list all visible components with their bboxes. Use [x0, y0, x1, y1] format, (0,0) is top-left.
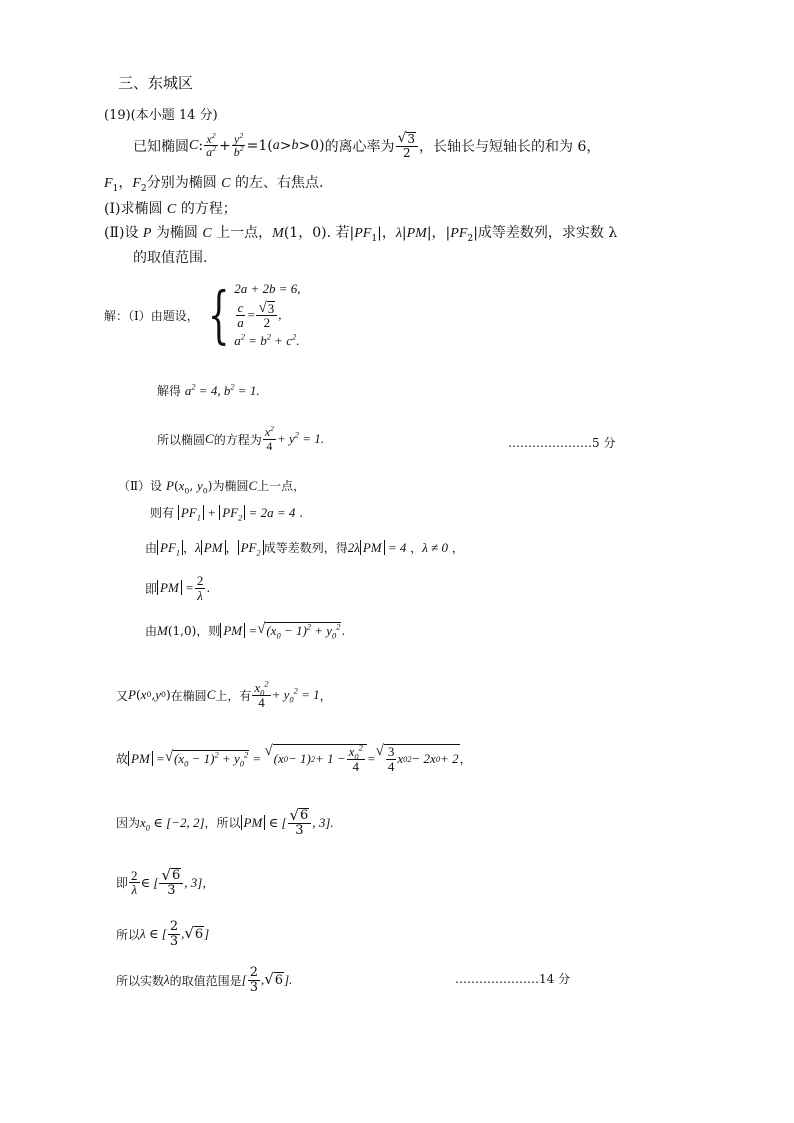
solution-2-pm: 即 PM = $\frac{2}{\lambda}$ .: [145, 573, 211, 603]
part2-text-a: (Ⅱ)设: [104, 225, 143, 241]
s2-gu-text: 故: [116, 752, 129, 767]
part2-text-c: 上一点，: [211, 225, 273, 241]
stem-text-b: 的离心率为: [324, 138, 395, 155]
stem-text-a: 已知椭圆: [133, 138, 189, 155]
s2-because-text-b: ，所以: [204, 816, 241, 831]
solution-2-final: 所以实数 λ 的取值范围是 [ $\frac{2}{3}$ , √ 6 ].: [116, 965, 293, 995]
s2-has-text: 则有: [150, 506, 178, 520]
solution-1-system: [104, 278, 301, 352]
s2-lead-text-b: 为椭圆: [212, 479, 249, 493]
s2-by-text: 由: [145, 624, 158, 638]
stem-l2-text: 分别为椭圆: [146, 175, 222, 191]
solution-2-arith: 由 $PF_1$ ，λ PM ， $PF_2$ 成等差数列，得2λ PM = 4 ，λ ≠ 0 ，: [145, 540, 464, 558]
problem-stem-line-1: 已知椭圆 C : $\frac{x^2}{a^2}$ + $\frac{y^2}{b^2}$ =1( a > b >0) 的离心率为 √ 3 2 ，长轴长与短轴长的和为 6，: [133, 130, 601, 160]
section-title: 三、东城区: [118, 74, 194, 92]
problem-part-2: (Ⅱ)设 P 为椭圆 C 上一点，M(1，0). 若$|PF_1|$，λ|PM|，$|PF_2|$成等差数列，求实数 λ: [104, 225, 618, 244]
solution-2-sum: 则有 $PF_1 + PF_2 = 2a = 4$ .: [150, 505, 304, 523]
s2-ji2-text: 即: [116, 876, 129, 891]
problem-part-1: (Ⅰ)求椭圆 C 的方程；: [104, 201, 237, 217]
s2-final-text-b: 的取值范围是: [169, 973, 242, 988]
conclude-text-b: 的方程为: [213, 432, 262, 447]
equation-system: { 2a + 2b = 6, $\frac{c}{a}$ = √ 3 2 , $a^2 = b^2 + c^2$.: [207, 278, 301, 352]
part2-text-e: 成等差数列，求实数 λ: [477, 225, 618, 241]
score-5: …………………5 分: [508, 436, 616, 450]
part2-text-d: . 若: [326, 225, 350, 241]
part1-text: (Ⅰ)求椭圆: [104, 201, 167, 217]
solution-1-lead: 解：（Ⅰ）由题设，: [104, 308, 199, 323]
s2-lead-text: （Ⅱ）设: [118, 479, 166, 493]
solve-text: 解得: [157, 384, 185, 398]
conclude-text: 所以椭圆: [157, 432, 206, 447]
solution-2-on-ellipse: 又 P ( x 0 , y 0 ) 在椭圆 C 上，有 $\frac{x_0^2}{4}$ + $y_0^2 = 1$ ，: [116, 678, 332, 710]
s2-also-text: 又: [116, 688, 129, 703]
s2-final-text: 所以实数: [116, 973, 165, 988]
s2-also-text-c: 上，有: [215, 688, 252, 703]
part2-text-b: 为椭圆: [151, 225, 203, 241]
solution-2-range-pm: 因为 $x_0$ ∈ [−2, 2] ，所以 PM ∈ [ √ 6 3 , 3].: [116, 806, 334, 838]
s2-also-text-b: 在椭圆: [170, 688, 207, 703]
stem-l2-text-b: 的左、右焦点.: [230, 175, 324, 191]
s2-from-text: 由: [145, 541, 158, 555]
score-14: …………………14 分: [455, 972, 571, 986]
s2-from-text-b: 成等差数列，得: [263, 541, 348, 555]
solution-2-lead: （Ⅱ）设 $P(x_0$, $y_0$)为椭圆C上一点，: [118, 478, 306, 496]
s2-by-text-b: ，则: [196, 624, 221, 638]
s2-so-text: 所以: [116, 927, 141, 942]
problem-part-2-line-2: 的取值范围.: [133, 250, 208, 266]
part1-text-b: 的方程；: [176, 201, 237, 217]
problem-header: (19)(本小题 14 分): [104, 108, 218, 123]
solution-2-pm-expand: 故 PM = √ $(x_0 - 1)^2 + y_0^2$ = √ (x 0 − 1) 2 + 1 − $\frac{x_0^2}{4}$ = √ $\frac{3}{4}$ x 0 2 − 2x 0 + 2 ，: [116, 742, 472, 774]
stem-text-c: ，长轴长与短轴长的和为 6，: [419, 138, 601, 155]
s2-because-text: 因为: [116, 816, 141, 831]
s2-lead-text-c: 上一点，: [257, 479, 306, 493]
solution-2-lambda: 所以 λ ∈ [ $\frac{2}{3}$ , √ 6 ]: [116, 919, 210, 949]
solution-2-pm-formula: 由 M (1,0) ，则 PM = √ $(x_0 - 1)^2 + y_0^2$ .: [145, 621, 346, 641]
solution-2-range-inv: 即 $\frac{2}{\lambda}$ ∈ [ √ 6 3 , 3] ，: [116, 866, 215, 898]
solution-1-solve: 解得 $a^2 = 4$, $b^2 = 1$.: [157, 381, 260, 398]
s2-ji-text: 即: [145, 581, 158, 596]
solution-1-conclusion: 所以椭圆 C 的方程为 $\frac{x^2}{4}$ + $y^2 = 1$.: [157, 424, 324, 453]
problem-stem-line-2: $F_1$，$F_2$分别为椭圆 C 的左、右焦点.: [104, 175, 324, 194]
